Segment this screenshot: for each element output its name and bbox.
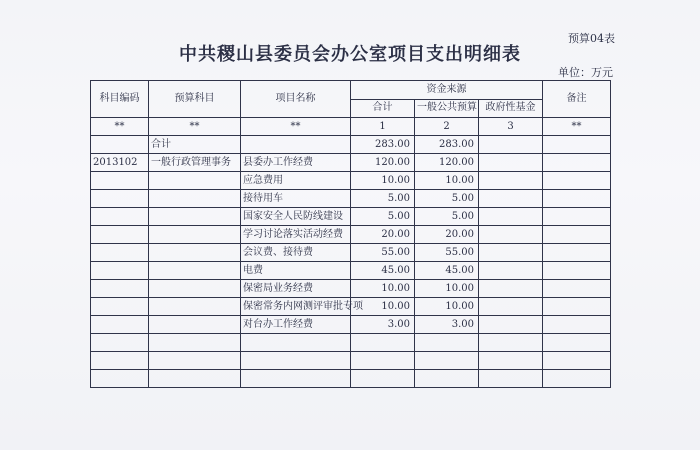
- table-row: [91, 208, 611, 226]
- cell-total: 5.00: [351, 190, 415, 208]
- cell-budget-subject: [149, 208, 241, 226]
- cell-general-budget: 10.00: [415, 298, 479, 316]
- cell-gov-fund: [479, 190, 543, 208]
- table-row: [91, 244, 611, 262]
- cell-total: 20.00: [351, 226, 415, 244]
- table-row: [91, 316, 611, 334]
- cell-budget-subject: [149, 226, 241, 244]
- cell-project-name: 会议费、接待费: [241, 244, 351, 262]
- cell-project-name: 应急费用: [241, 172, 351, 190]
- cell-budget-subject: [149, 172, 241, 190]
- header-fund-source: 资金来源: [351, 81, 543, 100]
- cell-gov-fund: [479, 316, 543, 334]
- cell-subject-code: [91, 190, 149, 208]
- cell-general-budget: 55.00: [415, 244, 479, 262]
- cell-remarks: [543, 316, 611, 334]
- cell-total: 283.00: [351, 136, 415, 154]
- blank-cell: [91, 370, 149, 388]
- blank-cell: [241, 334, 351, 352]
- cell-general-budget: 283.00: [415, 136, 479, 154]
- blank-cell: [149, 370, 241, 388]
- table-row: [91, 262, 611, 280]
- cell-total: 5.00: [351, 208, 415, 226]
- cell-gov-fund: [479, 244, 543, 262]
- cell-subject-code: [91, 172, 149, 190]
- blank-cell: [351, 370, 415, 388]
- cell-general-budget: 10.00: [415, 172, 479, 190]
- cell-gov-fund: [479, 298, 543, 316]
- blank-cell: [543, 352, 611, 370]
- index-cell: **: [149, 118, 241, 136]
- cell-gov-fund: [479, 172, 543, 190]
- blank-cell: [543, 334, 611, 352]
- index-cell: **: [543, 118, 611, 136]
- cell-remarks: [543, 172, 611, 190]
- cell-subject-code: [91, 262, 149, 280]
- cell-gov-fund: [479, 262, 543, 280]
- cell-budget-subject: [149, 280, 241, 298]
- cell-general-budget: 45.00: [415, 262, 479, 280]
- cell-project-name: 对台办工作经费: [241, 316, 351, 334]
- index-row: [91, 118, 611, 136]
- cell-general-budget: 10.00: [415, 280, 479, 298]
- form-number: 预算04表: [568, 32, 615, 45]
- cell-total: 10.00: [351, 298, 415, 316]
- cell-general-budget: 5.00: [415, 208, 479, 226]
- cell-general-budget: 5.00: [415, 190, 479, 208]
- cell-project-name: 接待用车: [241, 190, 351, 208]
- cell-general-budget: 20.00: [415, 226, 479, 244]
- header-general-budget: 一般公共预算: [415, 99, 479, 118]
- cell-project-name: 县委办工作经费: [241, 154, 351, 172]
- cell-subject-code: [91, 280, 149, 298]
- cell-budget-subject: [149, 298, 241, 316]
- blank-cell: [479, 370, 543, 388]
- header-total: 合计: [351, 99, 415, 118]
- blank-cell: [543, 370, 611, 388]
- index-cell: **: [91, 118, 149, 136]
- header-gov-fund: 政府性基金: [479, 99, 543, 118]
- cell-remarks: [543, 208, 611, 226]
- blank-table-row: [91, 352, 611, 370]
- cell-subject-code: [91, 208, 149, 226]
- cell-remarks: [543, 154, 611, 172]
- blank-cell: [415, 334, 479, 352]
- index-cell: 2: [415, 118, 479, 136]
- cell-remarks: [543, 298, 611, 316]
- cell-subject-code: [91, 226, 149, 244]
- cell-subject-code: [91, 136, 149, 154]
- cell-budget-subject: [149, 316, 241, 334]
- cell-total: 10.00: [351, 172, 415, 190]
- cell-project-name: 国家安全人民防线建设: [241, 208, 351, 226]
- cell-remarks: [543, 226, 611, 244]
- cell-total: 120.00: [351, 154, 415, 172]
- blank-table-row: [91, 370, 611, 388]
- table-row: [91, 298, 611, 316]
- unit-label: 单位：万元: [558, 66, 613, 79]
- index-cell: 3: [479, 118, 543, 136]
- header-project-name: 项目名称: [241, 81, 351, 118]
- cell-total: 3.00: [351, 316, 415, 334]
- cell-total: 55.00: [351, 244, 415, 262]
- cell-subject-code: [91, 244, 149, 262]
- cell-budget-subject: [149, 244, 241, 262]
- table-row: [91, 154, 611, 172]
- cell-budget-subject: 一般行政管理事务: [149, 154, 241, 172]
- table-row: [91, 172, 611, 190]
- cell-budget-subject: 合计: [149, 136, 241, 154]
- header-remarks: 备注: [543, 81, 611, 118]
- index-cell: **: [241, 118, 351, 136]
- cell-total: 10.00: [351, 280, 415, 298]
- cell-gov-fund: [479, 154, 543, 172]
- cell-gov-fund: [479, 280, 543, 298]
- header-budget-subject: 预算科目: [149, 81, 241, 118]
- cell-general-budget: 120.00: [415, 154, 479, 172]
- cell-project-name: 保密局业务经费: [241, 280, 351, 298]
- blank-cell: [241, 352, 351, 370]
- cell-subject-code: 2013102: [91, 154, 149, 172]
- cell-remarks: [543, 262, 611, 280]
- cell-project-name: 保密常务内网测评审批专项: [241, 298, 351, 316]
- blank-cell: [479, 334, 543, 352]
- blank-cell: [149, 352, 241, 370]
- cell-total: 45.00: [351, 262, 415, 280]
- blank-table-row: [91, 334, 611, 352]
- table-row: [91, 226, 611, 244]
- cell-budget-subject: [149, 190, 241, 208]
- cell-project-name: 学习讨论落实活动经费: [241, 226, 351, 244]
- index-cell: 1: [351, 118, 415, 136]
- table-row: [91, 280, 611, 298]
- cell-gov-fund: [479, 136, 543, 154]
- cell-remarks: [543, 244, 611, 262]
- cell-budget-subject: [149, 262, 241, 280]
- blank-cell: [351, 334, 415, 352]
- cell-remarks: [543, 280, 611, 298]
- table-row: [91, 190, 611, 208]
- cell-remarks: [543, 136, 611, 154]
- cell-subject-code: [91, 316, 149, 334]
- cell-remarks: [543, 190, 611, 208]
- page-title: 中共稷山县委员会办公室项目支出明细表: [179, 44, 521, 65]
- blank-cell: [91, 334, 149, 352]
- table-row: [91, 136, 611, 154]
- blank-cell: [415, 352, 479, 370]
- cell-project-name: 电费: [241, 262, 351, 280]
- blank-cell: [149, 334, 241, 352]
- header-subject-code: 科目编码: [91, 81, 149, 118]
- blank-cell: [479, 352, 543, 370]
- cell-general-budget: 3.00: [415, 316, 479, 334]
- blank-cell: [91, 352, 149, 370]
- blank-cell: [351, 352, 415, 370]
- table-body: [91, 136, 611, 388]
- blank-cell: [415, 370, 479, 388]
- expenditure-table: [90, 80, 611, 388]
- blank-cell: [241, 370, 351, 388]
- cell-gov-fund: [479, 226, 543, 244]
- cell-gov-fund: [479, 208, 543, 226]
- cell-project-name: [241, 136, 351, 154]
- cell-subject-code: [91, 298, 149, 316]
